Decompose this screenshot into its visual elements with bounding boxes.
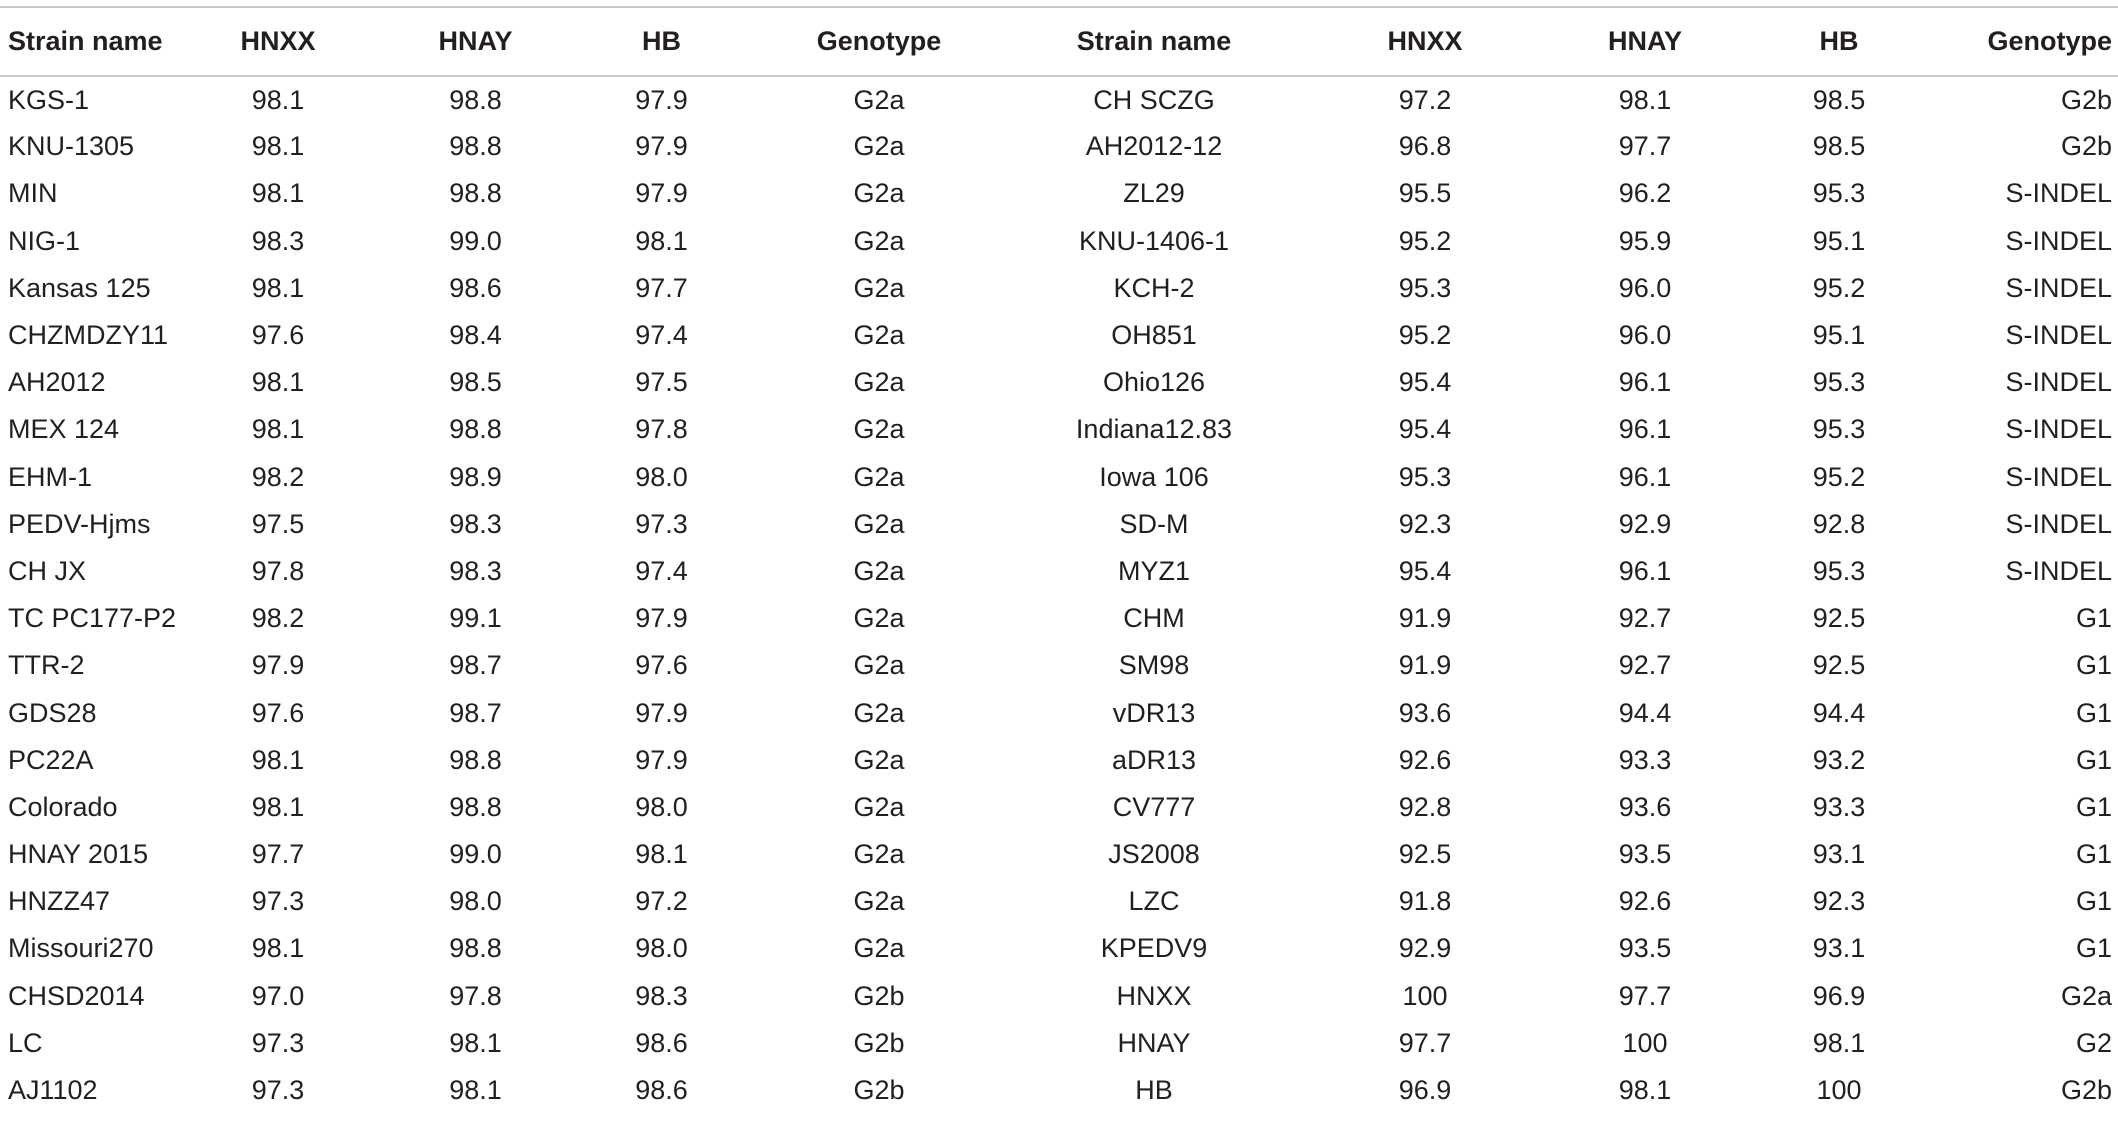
hb-cell: 92.5 <box>1812 603 1866 634</box>
hnxx-cell: 97.3 <box>251 1075 305 1106</box>
hb-cell: 98.6 <box>635 1075 688 1106</box>
hnay-cell: 98.5 <box>449 367 502 398</box>
hnxx-cell: 92.8 <box>1398 791 1452 822</box>
table-row <box>0 737 2118 784</box>
hnxx-cell: 98.1 <box>251 933 305 964</box>
strain-name-cell: CHZMDZY11 <box>8 320 169 351</box>
strain-name-cell: CHM <box>1123 603 1185 634</box>
table-row <box>0 406 2118 453</box>
hnxx-cell: 98.3 <box>251 225 305 256</box>
strain-name-cell: TTR-2 <box>8 650 85 681</box>
strain-name-cell: KCH-2 <box>1113 272 1195 303</box>
hb-cell: 92.5 <box>1812 650 1866 681</box>
table-row <box>0 642 2118 689</box>
genotype-cell: G2a <box>853 791 905 822</box>
strain-name-cell: ZL29 <box>1123 178 1185 209</box>
header-hb-right: HB <box>1819 26 1859 56</box>
strain-name-cell: MEX 124 <box>8 414 120 445</box>
genotype-cell: G2a <box>853 603 905 634</box>
genotype-cell: G2b <box>853 1075 905 1106</box>
header-hb-left: HB <box>642 26 681 56</box>
hnxx-cell: 91.8 <box>1398 886 1452 917</box>
hnxx-cell: 96.8 <box>1398 131 1452 162</box>
hnxx-cell: 95.4 <box>1398 367 1452 398</box>
hb-cell: 92.8 <box>1812 508 1866 539</box>
hnxx-cell: 95.4 <box>1398 555 1452 586</box>
strain-name-cell: JS2008 <box>1108 839 1200 870</box>
hb-cell: 97.4 <box>635 555 688 586</box>
hnxx-cell: 92.3 <box>1398 508 1452 539</box>
genotype-cell: S-INDEL <box>2005 508 2112 539</box>
header-strain-name-right: Strain name <box>1076 26 1232 56</box>
table-row <box>0 454 2118 501</box>
hnay-cell: 99.0 <box>449 839 502 870</box>
hnay-cell: 92.6 <box>1618 886 1672 917</box>
table-body <box>0 76 2118 1114</box>
hnxx-cell: 97.7 <box>1398 1027 1452 1058</box>
genotype-cell: G2a <box>853 272 905 303</box>
hnay-cell: 93.3 <box>1618 744 1672 775</box>
hb-cell: 98.5 <box>1812 84 1866 115</box>
hnay-cell: 98.7 <box>449 697 502 728</box>
hnay-cell: 98.3 <box>449 555 502 586</box>
strain-name-cell: CH SCZG <box>1093 84 1215 115</box>
hb-cell: 98.5 <box>1812 131 1866 162</box>
strain-name-cell: HB <box>1135 1075 1173 1106</box>
table-row <box>0 501 2118 548</box>
hb-cell: 93.1 <box>1812 839 1866 870</box>
genotype-cell: G2a <box>853 320 905 351</box>
hnxx-cell: 98.1 <box>251 131 305 162</box>
hb-cell: 97.9 <box>635 744 688 775</box>
strain-name-cell: MYZ1 <box>1117 555 1190 586</box>
hnxx-cell: 97.6 <box>251 320 305 351</box>
hnay-cell: 98.9 <box>449 461 502 492</box>
header-row <box>0 7 2118 76</box>
strain-name-cell: KNU-1406-1 <box>1078 225 1230 256</box>
table-row <box>0 218 2118 265</box>
hnay-cell: 98.8 <box>449 744 502 775</box>
strain-name-cell: LZC <box>1128 886 1180 917</box>
hnay-cell: 92.9 <box>1618 508 1672 539</box>
strain-name-cell: SD-M <box>1119 508 1189 539</box>
hnay-cell: 98.0 <box>449 886 502 917</box>
header-hnxx-right: HNXX <box>1387 26 1463 56</box>
hnxx-cell: 97.8 <box>251 555 305 586</box>
hnay-cell: 97.7 <box>1618 131 1672 162</box>
hnxx-cell: 97.2 <box>1398 84 1452 115</box>
genotype-cell: G1 <box>2075 886 2112 917</box>
hb-cell: 97.4 <box>635 320 688 351</box>
hnay-cell: 96.1 <box>1618 555 1672 586</box>
hnxx-cell: 98.1 <box>251 414 305 445</box>
genotype-cell: G2a <box>853 225 905 256</box>
genotype-cell: S-INDEL <box>2005 555 2112 586</box>
hb-cell: 97.7 <box>635 272 688 303</box>
hb-cell: 97.9 <box>635 131 688 162</box>
hb-cell: 98.0 <box>635 791 688 822</box>
hnxx-cell: 97.6 <box>251 697 305 728</box>
table-row <box>0 784 2118 831</box>
hnay-cell: 97.8 <box>449 980 502 1011</box>
hnxx-cell: 98.1 <box>251 744 305 775</box>
hnay-cell: 98.1 <box>1618 1075 1672 1106</box>
genotype-cell: G2 <box>2075 1027 2112 1058</box>
strain-name-cell: GDS28 <box>8 697 97 728</box>
hnxx-cell: 95.3 <box>1398 461 1452 492</box>
hb-cell: 95.1 <box>1812 320 1866 351</box>
genotype-cell: S-INDEL <box>2005 367 2112 398</box>
hb-cell: 95.2 <box>1812 272 1866 303</box>
hb-cell: 97.5 <box>635 367 688 398</box>
table-row <box>0 76 2118 123</box>
strain-name-cell: PC22A <box>8 744 94 775</box>
strain-name-cell: OH851 <box>1111 320 1197 351</box>
strain-name-cell: CV777 <box>1112 791 1196 822</box>
hnxx-cell: 97.3 <box>251 1027 305 1058</box>
strain-name-cell: HNZZ47 <box>8 886 111 917</box>
hnay-cell: 98.3 <box>449 508 502 539</box>
strain-name-cell: Ohio126 <box>1102 367 1206 398</box>
hb-cell: 95.3 <box>1812 414 1866 445</box>
table-row <box>0 123 2118 170</box>
genotype-cell: S-INDEL <box>2005 414 2112 445</box>
strain-name-cell: CH JX <box>8 555 87 586</box>
hnxx-cell: 98.1 <box>251 367 305 398</box>
hb-cell: 98.1 <box>1812 1027 1866 1058</box>
hb-cell: 97.9 <box>635 84 688 115</box>
hnxx-cell: 95.4 <box>1398 414 1452 445</box>
strain-name-cell: aDR13 <box>1111 744 1197 775</box>
hnxx-cell: 92.5 <box>1398 839 1452 870</box>
genotype-cell: G1 <box>2075 839 2112 870</box>
hnay-cell: 98.6 <box>449 272 502 303</box>
hnay-cell: 98.7 <box>449 650 502 681</box>
table-row <box>0 689 2118 736</box>
hb-cell: 95.2 <box>1812 461 1866 492</box>
hnay-cell: 98.8 <box>449 131 502 162</box>
hb-cell: 94.4 <box>1812 697 1866 728</box>
hnay-cell: 92.7 <box>1618 650 1672 681</box>
strain-name-cell: Iowa 106 <box>1099 461 1209 492</box>
hnay-cell: 96.2 <box>1618 178 1672 209</box>
hb-cell: 93.3 <box>1812 791 1866 822</box>
strain-name-cell: HNAY <box>1117 1027 1191 1058</box>
hnay-cell: 98.1 <box>449 1027 502 1058</box>
genotype-cell: S-INDEL <box>2005 272 2112 303</box>
hnxx-cell: 100 <box>1402 980 1448 1011</box>
genotype-cell: G2a <box>853 508 905 539</box>
strain-name-cell: vDR13 <box>1112 697 1196 728</box>
hnay-cell: 98.1 <box>449 1075 502 1106</box>
hnxx-cell: 98.2 <box>251 603 305 634</box>
strain-name-cell: HNAY 2015 <box>8 839 149 870</box>
hb-cell: 96.9 <box>1812 980 1866 1011</box>
table-row <box>0 1067 2118 1114</box>
hnxx-cell: 98.1 <box>251 791 305 822</box>
genotype-cell: G2a <box>853 886 905 917</box>
hb-cell: 93.2 <box>1812 744 1866 775</box>
strain-name-cell: LC <box>8 1027 43 1058</box>
hnay-cell: 98.1 <box>1618 84 1672 115</box>
hnay-cell: 96.1 <box>1618 414 1672 445</box>
hnay-cell: 93.5 <box>1618 933 1672 964</box>
table-row <box>0 925 2118 972</box>
hnay-cell: 96.0 <box>1618 320 1672 351</box>
table-row <box>0 265 2118 312</box>
strain-name-cell: AH2012 <box>8 367 106 398</box>
hnxx-cell: 95.2 <box>1398 225 1452 256</box>
hnay-cell: 95.9 <box>1618 225 1672 256</box>
strain-name-cell: Colorado <box>8 791 118 822</box>
hnay-cell: 96.1 <box>1618 367 1672 398</box>
table-row <box>0 170 2118 217</box>
strain-name-cell: NIG-1 <box>8 225 81 256</box>
hnxx-cell: 97.0 <box>251 980 305 1011</box>
table-header <box>0 7 2118 76</box>
strain-name-cell: MIN <box>8 178 58 209</box>
genotype-cell: G2b <box>2060 131 2112 162</box>
genotype-cell: G2a <box>853 414 905 445</box>
genotype-cell: G1 <box>2075 933 2112 964</box>
genotype-cell: G2a <box>853 461 905 492</box>
hnxx-cell: 91.9 <box>1398 603 1452 634</box>
genotype-cell: S-INDEL <box>2005 461 2112 492</box>
hb-cell: 98.1 <box>635 225 688 256</box>
header-strain-name-left: Strain name <box>8 26 163 56</box>
hnay-cell: 96.0 <box>1618 272 1672 303</box>
header-hnay-right: HNAY <box>1607 26 1683 56</box>
strain-name-cell: KPEDV9 <box>1100 933 1208 964</box>
hnay-cell: 98.8 <box>449 791 502 822</box>
genotype-cell: G2a <box>853 131 905 162</box>
hnxx-cell: 95.2 <box>1398 320 1452 351</box>
table-row <box>0 595 2118 642</box>
genotype-cell: G2a <box>853 933 905 964</box>
hb-cell: 97.3 <box>635 508 688 539</box>
table-row <box>0 312 2118 359</box>
genotype-cell: G2a <box>853 650 905 681</box>
hnay-cell: 94.4 <box>1618 697 1672 728</box>
hnxx-cell: 98.1 <box>251 84 305 115</box>
genotype-cell: G2a <box>853 555 905 586</box>
hnay-cell: 100 <box>1622 1027 1668 1058</box>
header-hnay-left: HNAY <box>438 26 513 56</box>
strain-name-cell: PEDV-Hjms <box>8 508 151 539</box>
strain-name-cell: Kansas 125 <box>8 272 151 303</box>
hb-cell: 97.2 <box>635 886 688 917</box>
hnxx-cell: 97.5 <box>251 508 305 539</box>
hnay-cell: 98.8 <box>449 933 502 964</box>
hb-cell: 97.9 <box>635 697 688 728</box>
hnxx-cell: 91.9 <box>1398 650 1452 681</box>
strain-name-cell: KNU-1305 <box>8 131 135 162</box>
strain-name-cell: EHM-1 <box>8 461 93 492</box>
hb-cell: 95.1 <box>1812 225 1866 256</box>
hb-cell: 97.8 <box>635 414 688 445</box>
genotype-cell: S-INDEL <box>2005 178 2112 209</box>
hb-cell: 98.1 <box>635 839 688 870</box>
hnxx-cell: 97.9 <box>251 650 305 681</box>
header-genotype-left: Genotype <box>816 26 942 56</box>
strain-name-cell: TC PC177-P2 <box>8 603 177 634</box>
hnxx-cell: 96.9 <box>1398 1075 1452 1106</box>
genotype-cell: G1 <box>2075 697 2112 728</box>
hnxx-cell: 92.9 <box>1398 933 1452 964</box>
genotype-cell: G1 <box>2075 603 2112 634</box>
hb-cell: 95.3 <box>1812 178 1866 209</box>
hnxx-cell: 93.6 <box>1398 697 1452 728</box>
strain-name-cell: Indiana12.83 <box>1075 414 1233 445</box>
hnxx-cell: 95.5 <box>1398 178 1452 209</box>
table-row <box>0 1020 2118 1067</box>
genotype-cell: G1 <box>2075 744 2112 775</box>
hnxx-cell: 95.3 <box>1398 272 1452 303</box>
hnay-cell: 93.6 <box>1618 791 1672 822</box>
hnay-cell: 98.8 <box>449 178 502 209</box>
hnay-cell: 99.1 <box>449 603 502 634</box>
table-row <box>0 548 2118 595</box>
genotype-cell: G1 <box>2075 791 2112 822</box>
strain-name-cell: CHSD2014 <box>8 980 145 1011</box>
hnxx-cell: 92.6 <box>1398 744 1452 775</box>
hb-cell: 95.3 <box>1812 367 1866 398</box>
genotype-cell: S-INDEL <box>2005 225 2112 256</box>
hb-cell: 97.9 <box>635 178 688 209</box>
hnay-cell: 98.8 <box>449 414 502 445</box>
hnay-cell: 98.4 <box>449 320 502 351</box>
table-row <box>0 359 2118 406</box>
hb-cell: 98.3 <box>635 980 688 1011</box>
genotype-cell: G2b <box>2060 84 2112 115</box>
genotype-cell: G2a <box>853 697 905 728</box>
strain-identity-table <box>0 6 2118 1114</box>
hnxx-cell: 98.1 <box>251 178 305 209</box>
hb-cell: 98.0 <box>635 933 688 964</box>
genotype-cell: G2a <box>853 84 905 115</box>
strain-name-cell: SM98 <box>1118 650 1190 681</box>
hnxx-cell: 98.2 <box>251 461 305 492</box>
genotype-cell: G2a <box>853 744 905 775</box>
hb-cell: 95.3 <box>1812 555 1866 586</box>
strain-name-cell: AH2012-12 <box>1085 131 1223 162</box>
strain-name-cell: AJ1102 <box>8 1075 98 1106</box>
hnay-cell: 92.7 <box>1618 603 1672 634</box>
hb-cell: 92.3 <box>1812 886 1866 917</box>
hnay-cell: 98.8 <box>449 84 502 115</box>
hnay-cell: 93.5 <box>1618 839 1672 870</box>
header-hnxx-left: HNXX <box>240 26 316 56</box>
hnay-cell: 96.1 <box>1618 461 1672 492</box>
hnay-cell: 99.0 <box>449 225 502 256</box>
strain-name-cell: KGS-1 <box>8 84 90 115</box>
genotype-cell: G2b <box>2060 1075 2112 1106</box>
genotype-cell: G2a <box>2060 980 2112 1011</box>
genotype-cell: G2a <box>853 178 905 209</box>
genotype-cell: G1 <box>2075 650 2112 681</box>
hb-cell: 98.0 <box>635 461 688 492</box>
hb-cell: 97.9 <box>635 603 688 634</box>
strain-name-cell: HNXX <box>1116 980 1192 1011</box>
strain-name-cell: Missouri270 <box>8 933 154 964</box>
hb-cell: 93.1 <box>1812 933 1866 964</box>
hnxx-cell: 98.1 <box>251 272 305 303</box>
genotype-cell: G2b <box>853 1027 905 1058</box>
genotype-cell: G2a <box>853 367 905 398</box>
hnxx-cell: 97.7 <box>251 839 305 870</box>
table-row <box>0 878 2118 925</box>
table-row <box>0 831 2118 878</box>
hnay-cell: 97.7 <box>1618 980 1672 1011</box>
header-genotype-right: Genotype <box>1987 26 2112 56</box>
genotype-cell: G2b <box>853 980 905 1011</box>
hb-cell: 98.6 <box>635 1027 688 1058</box>
genotype-cell: S-INDEL <box>2005 320 2112 351</box>
hb-cell: 97.6 <box>635 650 688 681</box>
genotype-cell: G2a <box>853 839 905 870</box>
hb-cell: 100 <box>1816 1075 1862 1106</box>
hnxx-cell: 97.3 <box>251 886 305 917</box>
table-row <box>0 973 2118 1020</box>
